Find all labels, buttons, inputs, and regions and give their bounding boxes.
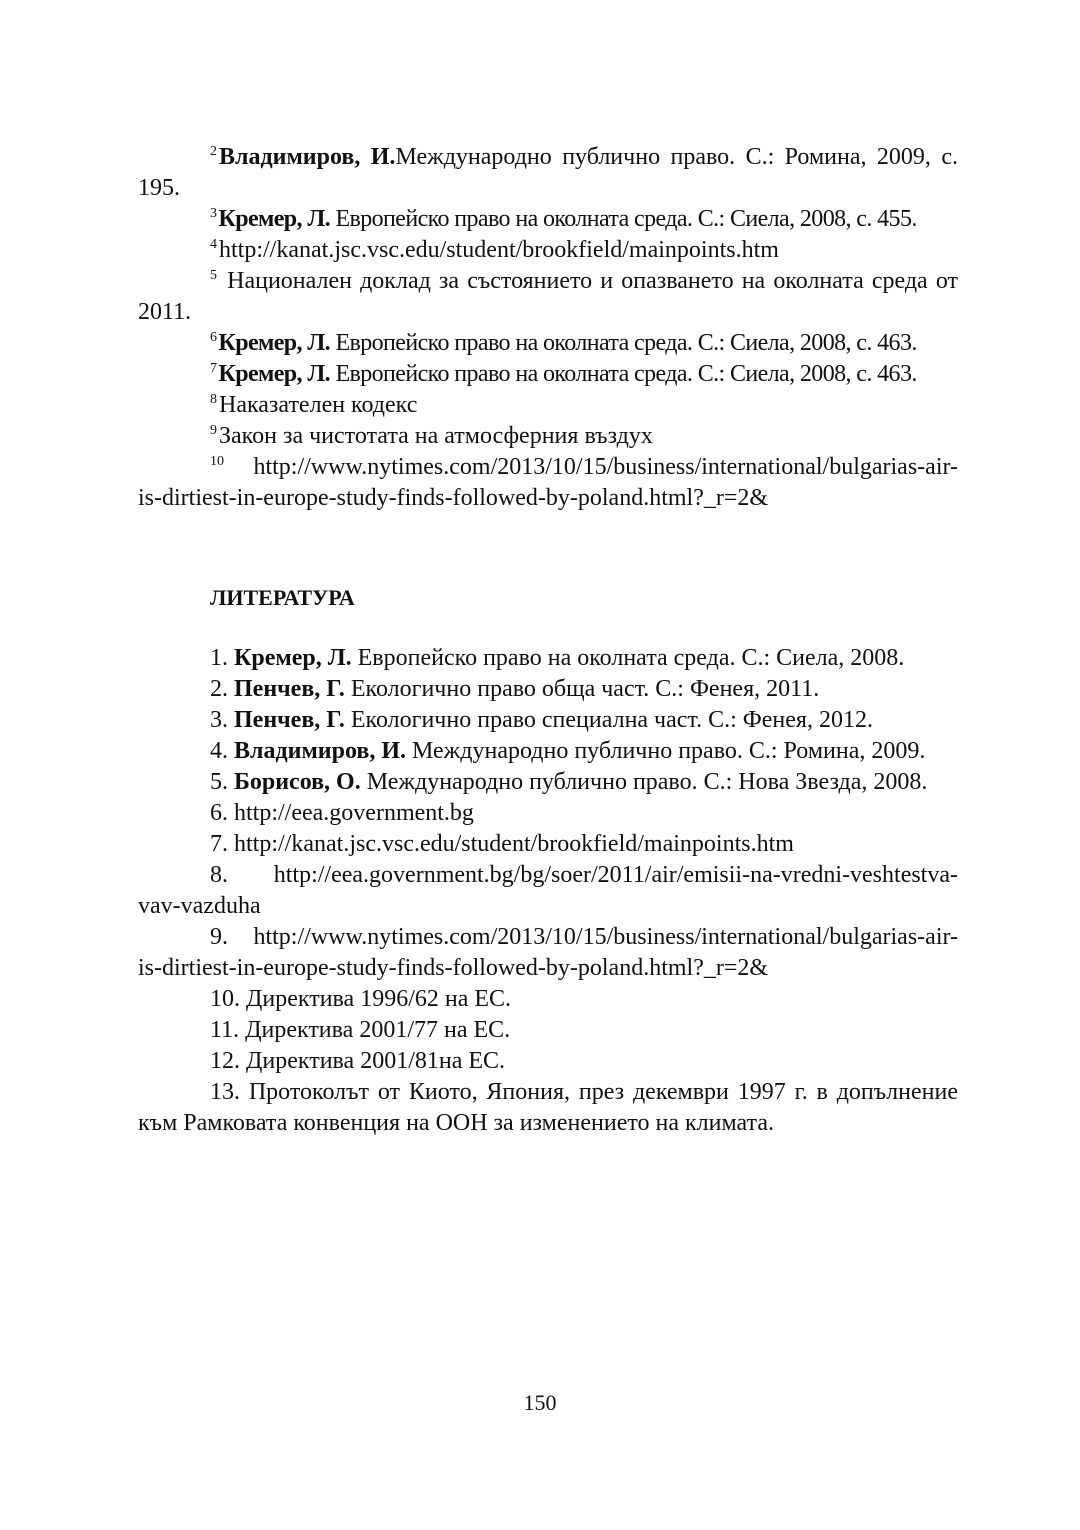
literature-item xyxy=(138,767,958,798)
footnote-text: Европейско право на околната среда. С.: Сиела, 2008, с. 455. xyxy=(330,206,917,232)
literature-item xyxy=(138,922,958,984)
footnote-text: Европейско право на околната среда. С.: Сиела, 2008, с. 463. xyxy=(330,330,917,356)
literature-item xyxy=(138,984,958,1015)
footnote-number: 10 xyxy=(210,454,224,469)
literature-text: Екологично право специална част. С.: Фенея, 2012. xyxy=(344,707,873,733)
literature-number: 5. xyxy=(210,769,234,795)
literature-number: 8. xyxy=(210,862,274,888)
literature-author: Пенчев, Г. xyxy=(234,707,345,733)
footnote-author: Владимиров, И. xyxy=(219,144,396,170)
footnote xyxy=(138,390,958,421)
footnote-text: Национален доклад за състоянието и опазването на околната среда от 2011. xyxy=(138,268,958,325)
footnote-text: Международно публично право. С.: Ромина, 2009, с. 195. xyxy=(138,144,959,201)
footnote-text: http://kanat.jsc.vsc.edu/student/brookfield/mainpoints.htm xyxy=(219,237,779,263)
footnote-number: 2 xyxy=(210,144,217,159)
footnote-number: 3 xyxy=(210,206,217,221)
footnote-text: http://www.nytimes.com/2013/10/15/business/international/bulgarias-air-is-dirtiest-in-europe-study-finds-followed-by-poland.html?_r=2& xyxy=(138,454,958,511)
literature-text: http://eea.government.bg xyxy=(234,800,474,826)
footnote-author: Кремер, Л. xyxy=(218,330,331,356)
footnote xyxy=(138,328,958,359)
literature-item xyxy=(138,860,958,922)
footnote-text: Европейско право на околната среда. С.: Сиела, 2008, с. 463. xyxy=(330,361,917,387)
footnotes-section xyxy=(138,142,958,514)
literature-item xyxy=(138,1077,958,1139)
footnote xyxy=(138,359,958,390)
literature-item xyxy=(138,736,958,767)
literature-text: Протоколът от Киото, Япония, през декември 1997 г. в допълнение към Рамковата конвенция на ООН за изменението на климата. xyxy=(138,1079,958,1136)
literature-text: Международно публично право. С.: Ромина, 2009. xyxy=(406,738,926,764)
literature-item xyxy=(138,1046,958,1077)
footnote-number: 7 xyxy=(210,361,217,376)
footnote-text: Закон за чистотата на атмосферния въздух xyxy=(219,423,653,449)
footnote-number: 8 xyxy=(210,392,217,407)
literature-text: Директива 2001/81на ЕС. xyxy=(246,1048,506,1074)
footnote xyxy=(138,266,958,328)
literature-item xyxy=(138,674,958,705)
footnote-number: 4 xyxy=(210,237,217,252)
literature-item xyxy=(138,705,958,736)
literature-number: 12. xyxy=(210,1048,246,1074)
literature-number: 13. xyxy=(210,1079,249,1105)
footnote xyxy=(138,142,958,204)
literature-text: http://kanat.jsc.vsc.edu/student/brookfield/mainpoints.htm xyxy=(234,831,794,857)
literature-heading: ЛИТЕРАТУРА xyxy=(210,585,355,610)
footnote xyxy=(138,235,958,266)
literature-author: Борисов, О. xyxy=(234,769,361,795)
page-number: 150 xyxy=(523,1390,557,1415)
footnote-text: Наказателен кодекс xyxy=(219,392,418,418)
footnote xyxy=(138,204,958,235)
literature-text: Директива 1996/62 на ЕС. xyxy=(246,986,512,1012)
literature-number: 9. xyxy=(210,924,254,950)
footnote-number: 9 xyxy=(210,423,217,438)
literature-text: Европейско право на околната среда. С.: Сиела, 2008. xyxy=(351,645,905,671)
literature-number: 2. xyxy=(210,676,234,702)
footnote-number: 6 xyxy=(210,330,217,345)
footnote xyxy=(138,421,958,452)
literature-number: 3. xyxy=(210,707,234,733)
literature-number: 7. xyxy=(210,831,234,857)
literature-list xyxy=(138,643,958,1139)
footnote-number: 5 xyxy=(210,268,217,283)
literature-item xyxy=(138,1015,958,1046)
literature-author: Пенчев, Г. xyxy=(234,676,345,702)
footnote xyxy=(138,452,958,514)
footnote-author: Кремер, Л. xyxy=(218,206,331,232)
literature-text: Международно публично право. С.: Нова Звезда, 2008. xyxy=(360,769,928,795)
literature-number: 11. xyxy=(210,1017,246,1043)
literature-text: http://eea.government.bg/bg/soer/2011/air/emisii-na-vredni-veshtestva-vav-vazduha xyxy=(138,862,958,919)
literature-author: Владимиров, И. xyxy=(234,738,406,764)
literature-number: 1. xyxy=(210,645,234,671)
footnote-author: Кремер, Л. xyxy=(218,361,331,387)
literature-item xyxy=(138,798,958,829)
literature-text: Директива 2001/77 на ЕС. xyxy=(245,1017,511,1043)
literature-item xyxy=(138,829,958,860)
literature-author: Кремер, Л. xyxy=(234,645,352,671)
literature-text: Екологично право обща част. С.: Фенея, 2011. xyxy=(344,676,820,702)
literature-number: 6. xyxy=(210,800,234,826)
literature-text: http://www.nytimes.com/2013/10/15/business/international/bulgarias-air-is-dirtiest-in-europe-study-finds-followed-by-poland.html?_r=2& xyxy=(138,924,958,981)
literature-number: 4. xyxy=(210,738,234,764)
literature-item xyxy=(138,643,958,674)
literature-number: 10. xyxy=(210,986,246,1012)
